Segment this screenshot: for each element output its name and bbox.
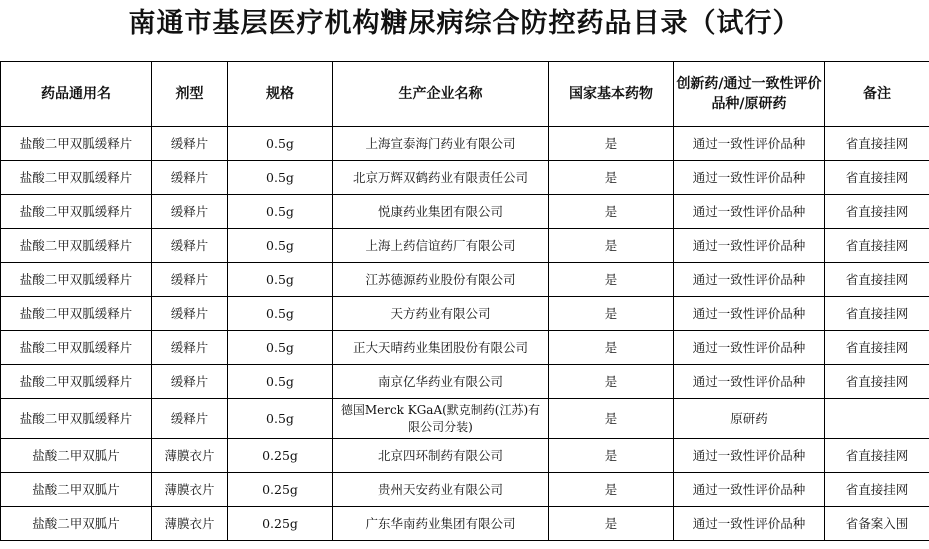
manufacturer-cell: 北京万辉双鹤药业有限责任公司 xyxy=(333,161,549,195)
manufacturer-cell: 悦康药业集团有限公司 xyxy=(333,195,549,229)
header-manufacturer: 生产企业名称 xyxy=(333,62,549,127)
generic-name-cell: 盐酸二甲双胍片 xyxy=(1,473,152,507)
header-dosage-form: 剂型 xyxy=(152,62,228,127)
generic-name-cell: 盐酸二甲双胍片 xyxy=(1,507,152,541)
specification-cell: 0.25g xyxy=(228,439,333,473)
header-drug-category: 创新药/通过一致性评价品种/原研药 xyxy=(674,62,825,127)
remarks-cell: 省直接挂网 xyxy=(825,439,929,473)
remarks-cell: 省备案入围 xyxy=(825,507,929,541)
table-row xyxy=(1,297,929,331)
specification-cell: 0.25g xyxy=(228,507,333,541)
header-generic-name: 药品通用名 xyxy=(1,62,152,127)
dosage-form-cell: 缓释片 xyxy=(152,127,228,161)
drug-category-cell: 通过一致性评价品种 xyxy=(674,127,825,161)
manufacturer-cell: 南京亿华药业有限公司 xyxy=(333,365,549,399)
table-header-row xyxy=(1,62,929,127)
table-row xyxy=(1,365,929,399)
dosage-form-cell: 缓释片 xyxy=(152,331,228,365)
table-row xyxy=(1,127,929,161)
manufacturer-cell: 贵州天安药业有限公司 xyxy=(333,473,549,507)
dosage-form-cell: 薄膜衣片 xyxy=(152,507,228,541)
specification-cell: 0.5g xyxy=(228,365,333,399)
manufacturer-cell: 天方药业有限公司 xyxy=(333,297,549,331)
remarks-cell: 省直接挂网 xyxy=(825,161,929,195)
specification-cell: 0.5g xyxy=(228,399,333,439)
drug-category-cell: 通过一致性评价品种 xyxy=(674,439,825,473)
drug-catalog-table xyxy=(0,61,929,541)
dosage-form-cell: 缓释片 xyxy=(152,399,228,439)
drug-category-cell: 通过一致性评价品种 xyxy=(674,473,825,507)
drug-category-cell: 通过一致性评价品种 xyxy=(674,331,825,365)
specification-cell: 0.5g xyxy=(228,195,333,229)
essential-drug-cell: 是 xyxy=(549,161,674,195)
essential-drug-cell: 是 xyxy=(549,473,674,507)
header-essential-drug: 国家基本药物 xyxy=(549,62,674,127)
essential-drug-cell: 是 xyxy=(549,507,674,541)
specification-cell: 0.5g xyxy=(228,297,333,331)
remarks-cell: 省直接挂网 xyxy=(825,229,929,263)
table-row xyxy=(1,161,929,195)
drug-category-cell: 通过一致性评价品种 xyxy=(674,229,825,263)
specification-cell: 0.5g xyxy=(228,127,333,161)
generic-name-cell: 盐酸二甲双胍缓释片 xyxy=(1,263,152,297)
table-row xyxy=(1,331,929,365)
header-remarks: 备注 xyxy=(825,62,929,127)
remarks-cell xyxy=(825,399,929,439)
essential-drug-cell: 是 xyxy=(549,439,674,473)
manufacturer-cell: 广东华南药业集团有限公司 xyxy=(333,507,549,541)
table-row xyxy=(1,229,929,263)
manufacturer-cell: 正大天晴药业集团股份有限公司 xyxy=(333,331,549,365)
essential-drug-cell: 是 xyxy=(549,127,674,161)
page-title: 南通市基层医疗机构糖尿病综合防控药品目录（试行） xyxy=(128,8,801,39)
generic-name-cell: 盐酸二甲双胍片 xyxy=(1,439,152,473)
drug-category-cell: 通过一致性评价品种 xyxy=(674,263,825,297)
generic-name-cell: 盐酸二甲双胍缓释片 xyxy=(1,365,152,399)
remarks-cell: 省直接挂网 xyxy=(825,263,929,297)
remarks-cell: 省直接挂网 xyxy=(825,297,929,331)
dosage-form-cell: 缓释片 xyxy=(152,263,228,297)
essential-drug-cell: 是 xyxy=(549,229,674,263)
essential-drug-cell: 是 xyxy=(549,365,674,399)
manufacturer-cell: 北京四环制药有限公司 xyxy=(333,439,549,473)
dosage-form-cell: 缓释片 xyxy=(152,161,228,195)
specification-cell: 0.5g xyxy=(228,229,333,263)
specification-cell: 0.5g xyxy=(228,263,333,297)
table-row xyxy=(1,263,929,297)
generic-name-cell: 盐酸二甲双胍缓释片 xyxy=(1,195,152,229)
manufacturer-cell: 德国Merck KGaA(默克制药(江苏)有限公司分装) xyxy=(333,399,549,439)
manufacturer-cell: 上海上药信谊药厂有限公司 xyxy=(333,229,549,263)
generic-name-cell: 盐酸二甲双胍缓释片 xyxy=(1,127,152,161)
remarks-cell: 省直接挂网 xyxy=(825,365,929,399)
essential-drug-cell: 是 xyxy=(549,331,674,365)
drug-category-cell: 通过一致性评价品种 xyxy=(674,297,825,331)
essential-drug-cell: 是 xyxy=(549,263,674,297)
manufacturer-cell: 江苏德源药业股份有限公司 xyxy=(333,263,549,297)
dosage-form-cell: 缓释片 xyxy=(152,297,228,331)
drug-category-cell: 通过一致性评价品种 xyxy=(674,365,825,399)
specification-cell: 0.25g xyxy=(228,473,333,507)
dosage-form-cell: 缓释片 xyxy=(152,365,228,399)
drug-category-cell: 通过一致性评价品种 xyxy=(674,161,825,195)
dosage-form-cell: 薄膜衣片 xyxy=(152,439,228,473)
dosage-form-cell: 缓释片 xyxy=(152,195,228,229)
remarks-cell: 省直接挂网 xyxy=(825,127,929,161)
table-row xyxy=(1,473,929,507)
table-row xyxy=(1,507,929,541)
essential-drug-cell: 是 xyxy=(549,399,674,439)
generic-name-cell: 盐酸二甲双胍缓释片 xyxy=(1,297,152,331)
generic-name-cell: 盐酸二甲双胍缓释片 xyxy=(1,229,152,263)
drug-category-cell: 通过一致性评价品种 xyxy=(674,195,825,229)
remarks-cell: 省直接挂网 xyxy=(825,473,929,507)
specification-cell: 0.5g xyxy=(228,161,333,195)
manufacturer-cell: 上海宣泰海门药业有限公司 xyxy=(333,127,549,161)
table-row xyxy=(1,439,929,473)
drug-category-cell: 通过一致性评价品种 xyxy=(674,507,825,541)
drug-category-cell: 原研药 xyxy=(674,399,825,439)
specification-cell: 0.5g xyxy=(228,331,333,365)
table-row xyxy=(1,195,929,229)
remarks-cell: 省直接挂网 xyxy=(825,331,929,365)
essential-drug-cell: 是 xyxy=(549,297,674,331)
generic-name-cell: 盐酸二甲双胍缓释片 xyxy=(1,331,152,365)
generic-name-cell: 盐酸二甲双胍缓释片 xyxy=(1,399,152,439)
generic-name-cell: 盐酸二甲双胍缓释片 xyxy=(1,161,152,195)
essential-drug-cell: 是 xyxy=(549,195,674,229)
dosage-form-cell: 薄膜衣片 xyxy=(152,473,228,507)
remarks-cell: 省直接挂网 xyxy=(825,195,929,229)
table-row xyxy=(1,399,929,439)
dosage-form-cell: 缓释片 xyxy=(152,229,228,263)
header-specification: 规格 xyxy=(228,62,333,127)
